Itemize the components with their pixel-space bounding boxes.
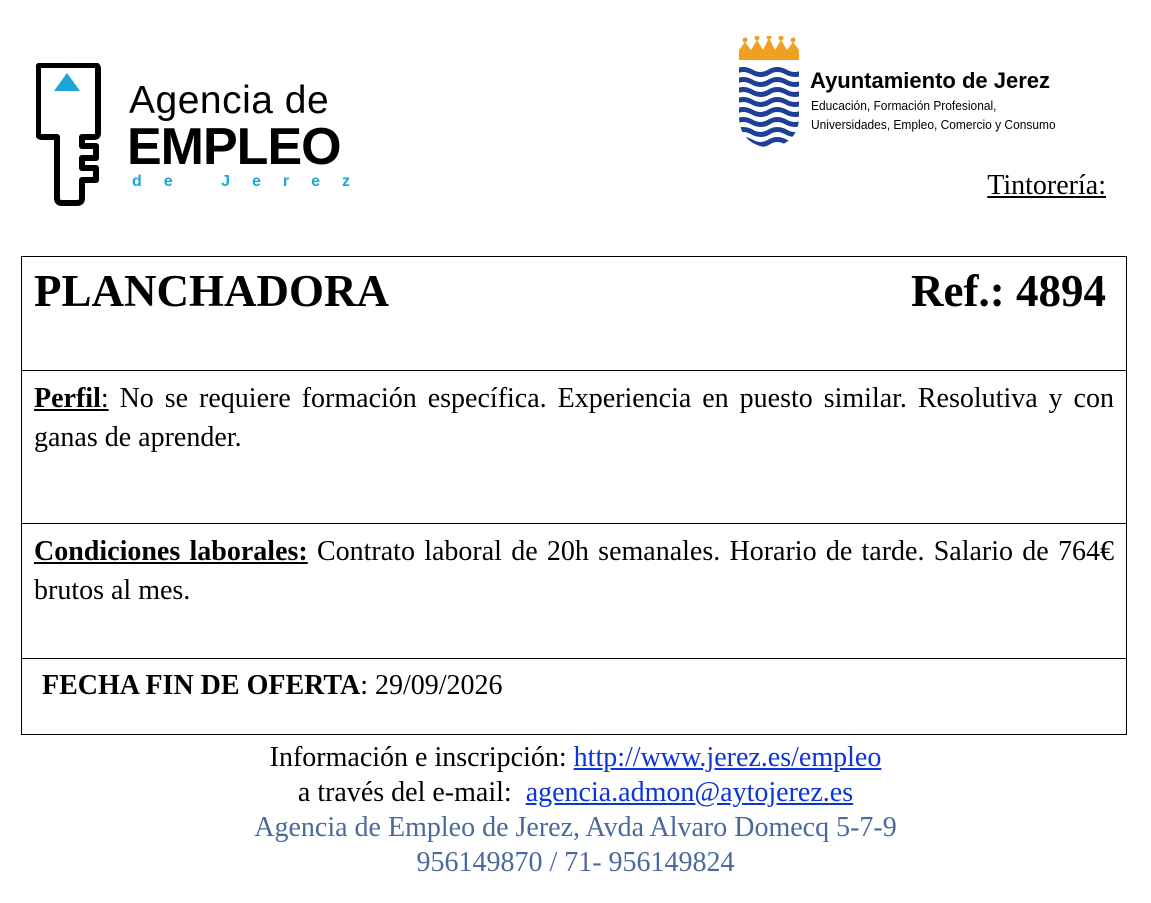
job-offer-table <box>21 256 1127 735</box>
phones-line: 956149870 / 71- 956149824 <box>416 847 735 878</box>
info-link[interactable]: http://www.jerez.es/empleo <box>573 742 882 773</box>
email-label: a través del e-mail: <box>297 777 526 808</box>
reference-number: Ref.: 4894 <box>911 266 1106 316</box>
ayuntamiento-subtitle-1: Educación, Formación Profesional, <box>811 98 997 113</box>
email-link[interactable]: agencia.admon@aytojerez.es <box>525 777 854 808</box>
perfil-label: Perfil <box>34 383 101 414</box>
condiciones-text: Contrato laboral de 20h semanales. Horario de tarde. Salario de 764€ brutos al mes. <box>34 536 1114 606</box>
ayuntamiento-title: Ayuntamiento de Jerez <box>810 68 1051 93</box>
info-line <box>0 740 1151 775</box>
job-title: PLANCHADORA <box>34 266 389 316</box>
perfil-paragraph <box>34 379 1114 457</box>
ayuntamiento-logo <box>735 36 1115 151</box>
perfil-separator: : <box>100 383 109 414</box>
fecha-label: FECHA FIN DE OFERTA <box>42 670 361 701</box>
condiciones-row <box>22 524 1126 659</box>
info-label: Información e inscripción: <box>269 742 574 773</box>
address-line: Agencia de Empleo de Jerez, Avda Alvaro Domecq 5-7-9 <box>254 812 897 843</box>
fecha-value: : 29/09/2026 <box>360 670 503 701</box>
sector-label: Tintorería: <box>987 170 1106 201</box>
fecha-fin-oferta <box>42 666 503 705</box>
agency-name-line1: Agencia de <box>129 79 330 122</box>
condiciones-label: Condiciones laborales: <box>34 536 308 567</box>
condiciones-paragraph <box>34 532 1114 610</box>
agency-name-line2: EMPLEO <box>127 118 341 176</box>
agencia-empleo-logo <box>36 63 396 213</box>
jerez-crest-icon <box>735 36 803 151</box>
key-icon <box>36 63 106 208</box>
email-line <box>0 775 1151 810</box>
perfil-row <box>22 371 1126 524</box>
perfil-text: No se requiere formación específica. Experiencia en puesto similar. Resolutiva y con ganas de aprender. <box>34 383 1114 453</box>
agency-name-line3: de Jerez <box>132 173 373 190</box>
fecha-row <box>22 659 1126 734</box>
ayuntamiento-subtitle-2: Universidades, Empleo, Comercio y Consumo <box>811 117 1056 132</box>
title-row <box>22 257 1126 371</box>
